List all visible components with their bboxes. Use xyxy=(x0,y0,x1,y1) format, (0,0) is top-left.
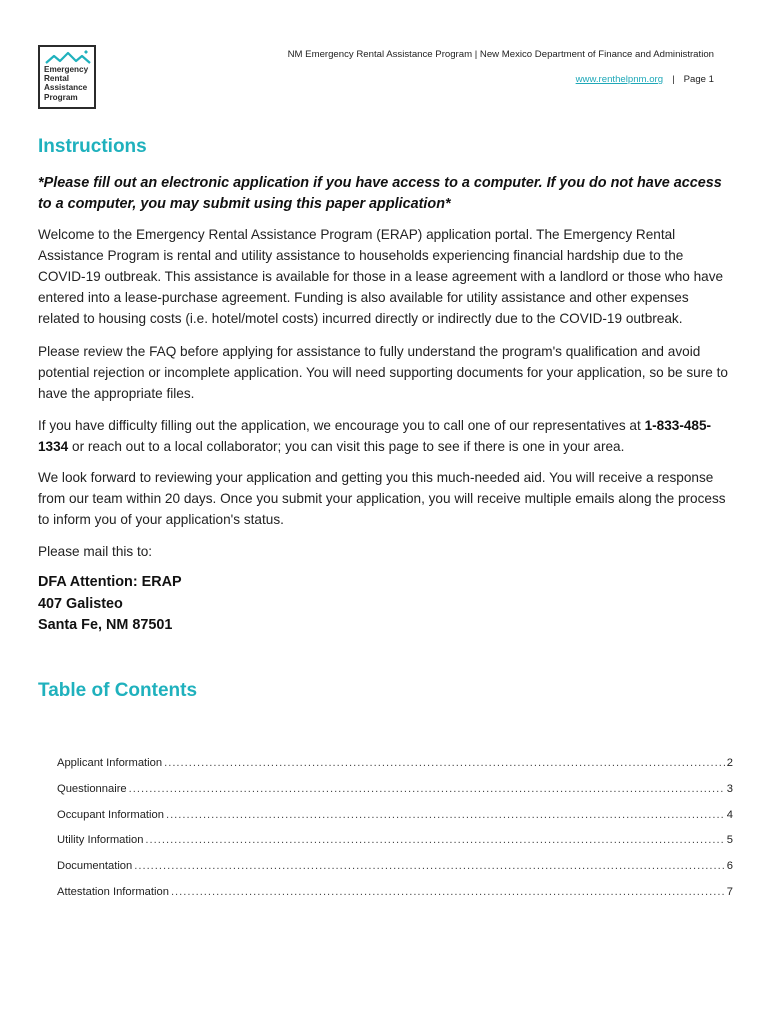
toc-leader-dots xyxy=(145,834,724,846)
toc-entry-label: Attestation Information xyxy=(57,885,169,898)
toc-leader-dots xyxy=(171,886,725,898)
electronic-application-note: *Please fill out an electronic application if you have access to a computer. If you do not have access to a computer, you may submit using this paper application* xyxy=(38,175,722,212)
header-separator: | xyxy=(672,74,675,85)
toc-entry-page: 3 xyxy=(726,782,733,795)
contact-text-after: or reach out to a local collaborator; you can visit this page to see if there is one in your area. xyxy=(68,439,625,454)
instructions-heading: Instructions xyxy=(38,136,147,157)
page-number: Page 1 xyxy=(683,74,714,85)
toc-entry-label: Documentation xyxy=(57,860,133,873)
toc-entry-label: Utility Information xyxy=(57,834,144,847)
address-line: DFA Attention: ERAP xyxy=(38,574,182,590)
toc-entry-label: Occupant Information xyxy=(57,808,164,821)
toc-leader-dots xyxy=(166,809,725,821)
faq-paragraph: Please review the FAQ before applying for assistance to fully understand the program's qualification and avoid potential rejection or incomplete application. You will need supporting documents for your application, so be sure to have the appropriate files. xyxy=(38,344,728,401)
header-meta xyxy=(576,74,714,85)
logo-text: Emergency Rental Assistance Program xyxy=(44,65,89,102)
address-line: Santa Fe, NM 87501 xyxy=(38,617,173,633)
toc-entry[interactable] xyxy=(57,757,733,783)
table-of-contents xyxy=(57,757,733,912)
toc-entry[interactable] xyxy=(57,886,733,912)
website-link[interactable]: www.renthelpnm.org xyxy=(575,74,664,85)
toc-entry[interactable] xyxy=(57,783,733,809)
toc-entry-page: 4 xyxy=(726,808,733,821)
phone-number: 1-833-485-1334 xyxy=(38,418,712,454)
contact-text-before: If you have difficulty filling out the application, we encourage you to call one of our representatives at xyxy=(38,418,645,433)
welcome-paragraph: Welcome to the Emergency Rental Assistance Program (ERAP) application portal. The Emergency Rental Assistance Program is rental and utility assistance to households experiencing financial hardship due to the COVID-19 outbreak. This assistance is available for those in a lease agreement with a landlord or those who have entered into a lease-purchase agreement. Funding is also available for utility assistance and other expenses related to housing costs (i.e. hotel/motel costs) incurred directly or indirectly due to the COVID-19 outbreak. xyxy=(38,227,724,326)
toc-heading: Table of Contents xyxy=(38,680,198,701)
toc-leader-dots xyxy=(164,757,725,769)
toc-leader-dots xyxy=(134,860,725,872)
header-program-title: NM Emergency Rental Assistance Program | New Mexico Department of Finance and Administration xyxy=(287,49,714,60)
toc-entry-page: 5 xyxy=(726,834,733,847)
toc-entry-page: 6 xyxy=(726,860,733,873)
response-paragraph: We look forward to reviewing your application and getting you this much-needed aid. You will receive a response from our team within 20 days. Once you submit your application, you will receive multiple emails along the process to inform you of your application's status. xyxy=(38,470,726,527)
toc-entry-label: Questionnaire xyxy=(57,782,127,795)
house-roof-icon xyxy=(44,50,92,66)
contact-paragraph xyxy=(38,415,733,457)
toc-entry[interactable] xyxy=(57,834,733,860)
mail-label: Please mail this to: xyxy=(38,544,153,559)
toc-entry-label: Applicant Information xyxy=(57,757,163,769)
mailing-address xyxy=(38,572,182,637)
program-logo xyxy=(38,45,96,109)
toc-entry[interactable] xyxy=(57,860,733,886)
toc-leader-dots xyxy=(129,783,725,795)
toc-entry-page: 2 xyxy=(726,757,733,769)
address-line: 407 Galisteo xyxy=(38,595,123,612)
toc-entry-page: 7 xyxy=(726,885,733,898)
toc-entry[interactable] xyxy=(57,809,733,835)
